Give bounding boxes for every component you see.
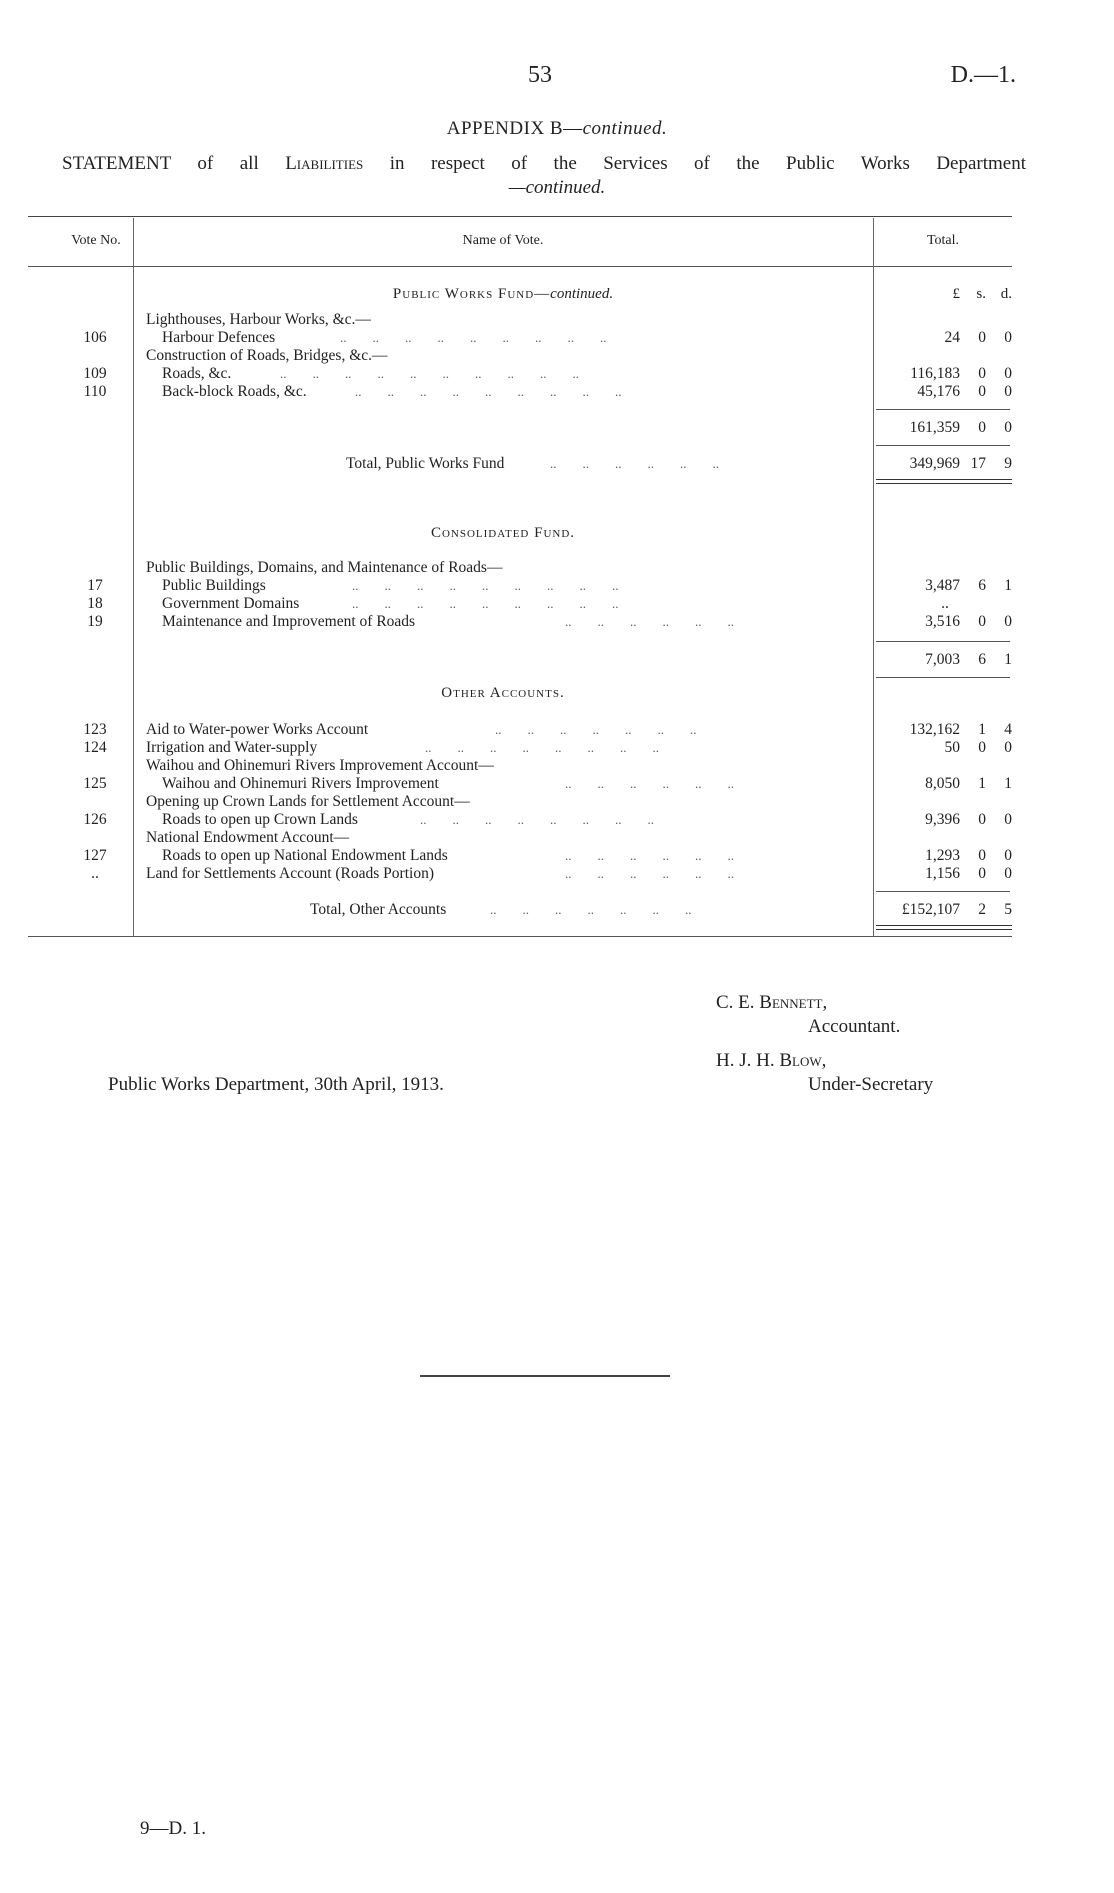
- section-title-consolidated: Consolidated Fund.: [430, 525, 576, 541]
- vote-name: Lighthouses, Harbour Works, &c.—: [146, 311, 371, 328]
- signatory-1-name-text: C. E. Bennett,: [716, 992, 828, 1013]
- amount-pounds: 8,050: [925, 775, 960, 792]
- table-row: [0, 739, 1114, 757]
- amount-shillings: 0: [978, 811, 986, 828]
- vote-name: Public Buildings: [162, 577, 266, 594]
- vote-number: 106: [83, 329, 107, 346]
- vote-number: 18: [87, 595, 103, 612]
- vote-number: 123: [83, 721, 107, 738]
- leader-dots: .. .. .. .. .. .. ..: [490, 902, 692, 917]
- amount-pence: 0: [1004, 383, 1012, 400]
- table-header-rule: [28, 266, 1012, 267]
- table-bottom-rule: [28, 936, 1012, 937]
- statement-part-a: STATEMENT of all: [62, 153, 286, 174]
- table-row: [0, 721, 1114, 739]
- subtotal-pounds: 7,003: [925, 651, 960, 668]
- table-row: [0, 365, 1114, 383]
- vote-name: Maintenance and Improvement of Roads: [162, 613, 416, 630]
- amount-shillings: 0: [978, 383, 986, 400]
- statement-part-c: in respect of the Services of the Public Works Department: [363, 153, 1027, 174]
- leader-dots: .. .. .. .. .. ..: [565, 848, 734, 863]
- amount-pence: 0: [1004, 739, 1012, 756]
- table-row: [0, 613, 1114, 631]
- table-row: [0, 559, 1114, 577]
- amount-shillings: 6: [978, 577, 986, 594]
- vote-name: Land for Settlements Account (Roads Portion): [146, 865, 434, 882]
- document-reference: D.—1.: [950, 62, 1016, 88]
- total-row: [0, 901, 1114, 919]
- amount-pence: 0: [1004, 365, 1012, 382]
- double-rule: [876, 925, 1012, 926]
- leader-dots: .. .. .. .. .. ..: [550, 456, 719, 471]
- amount-pounds: 1,293: [925, 847, 960, 864]
- statement-title: [62, 153, 1026, 175]
- signature-mark: 9—D. 1.: [140, 1818, 206, 1839]
- vote-name: Waihou and Ohinemuri Rivers Improvement Account—: [146, 757, 494, 774]
- vote-name: Roads to open up National Endowment Lands: [162, 847, 448, 864]
- vote-name: Opening up Crown Lands for Settlement Account—: [146, 793, 470, 810]
- amount-pence: 0: [1004, 847, 1012, 864]
- amount-pence: 1: [1004, 577, 1012, 594]
- pence-sign: d.: [1000, 286, 1012, 302]
- amount-pounds: 9,396: [925, 811, 960, 828]
- leader-dots: .. .. .. .. .. .. .. .. .. ..: [280, 366, 579, 381]
- leader-dots: .. .. .. .. .. .. .. ..: [425, 740, 659, 755]
- vote-number: 125: [83, 775, 107, 792]
- table-row: [0, 811, 1114, 829]
- table-row: [0, 829, 1114, 847]
- double-rule: [876, 479, 1012, 480]
- amount-shillings: 0: [978, 365, 986, 382]
- table-row: [0, 577, 1114, 595]
- amount-shillings: 0: [978, 329, 986, 346]
- amount-pence: 1: [1004, 775, 1012, 792]
- vote-name: Government Domains: [162, 595, 300, 612]
- subtotal-rule: [876, 409, 1010, 410]
- amount-shillings: 0: [978, 739, 986, 756]
- amount-pence: 0: [1004, 811, 1012, 828]
- subtotal-pence: 1: [1004, 651, 1012, 668]
- vote-number: ..: [91, 865, 99, 882]
- subtotal-rule: [876, 641, 1010, 642]
- vote-name: Back-block Roads, &c.: [162, 383, 307, 400]
- vote-name: National Endowment Account—: [146, 829, 350, 846]
- amount-pence: 0: [1004, 865, 1012, 882]
- leader-dots: .. .. .. .. .. .. .. .. ..: [352, 596, 619, 611]
- amount-pounds: 50: [944, 739, 960, 756]
- double-rule: [876, 929, 1012, 930]
- table-row: [0, 793, 1114, 811]
- leader-dots: .. .. .. .. .. ..: [565, 614, 734, 629]
- amount-shillings: 1: [978, 721, 986, 738]
- subtotal-pounds: 161,359: [909, 419, 960, 436]
- total-label: Total, Other Accounts: [310, 901, 447, 918]
- double-rule: [876, 483, 1012, 484]
- amount-pence: 0: [1004, 329, 1012, 346]
- amount-pounds: 3,487: [925, 577, 960, 594]
- table-row: [0, 757, 1114, 775]
- vote-name: Roads to open up Crown Lands: [162, 811, 358, 828]
- leader-dots: .. .. .. .. .. ..: [565, 776, 734, 791]
- total-shillings: 2: [978, 901, 986, 918]
- amount-pounds: 3,516: [925, 613, 960, 630]
- amount-shillings: 0: [978, 613, 986, 630]
- subtotal-rule: [876, 445, 1010, 446]
- signatory-2-title: Under-Secretary: [808, 1074, 934, 1095]
- vote-number: 126: [83, 811, 107, 828]
- section-title-continued: continued.: [550, 286, 614, 302]
- amount-pounds: 45,176: [917, 383, 960, 400]
- table-row: [0, 329, 1114, 347]
- table-row: [0, 595, 1114, 613]
- vote-name: Public Buildings, Domains, and Maintenance of Roads—: [146, 559, 503, 576]
- column-header-name: Name of Vote.: [462, 233, 544, 248]
- vote-name: Construction of Roads, Bridges, &c.—: [146, 347, 388, 364]
- subtotal-shillings: 0: [978, 419, 986, 436]
- amount-pounds: 24: [944, 329, 960, 346]
- vote-number: 19: [87, 613, 103, 630]
- subtotal-row: [0, 419, 1114, 437]
- leader-dots: .. .. .. .. .. .. .. ..: [420, 812, 654, 827]
- statement-continued: —continued.: [508, 177, 606, 198]
- amount-pence: 4: [1004, 721, 1012, 738]
- statement-liabilities: Liabilities: [285, 153, 364, 174]
- vote-number: 110: [83, 383, 107, 400]
- section-title-other-accounts: Other Accounts.: [441, 685, 565, 701]
- page-number: 53: [528, 62, 552, 88]
- table-row: [0, 383, 1114, 401]
- vote-number: 17: [87, 577, 103, 594]
- total-pence: 5: [1004, 901, 1012, 918]
- leader-dots: .. .. .. .. .. ..: [565, 866, 734, 881]
- total-row: [0, 455, 1114, 473]
- vote-number: 124: [83, 739, 107, 756]
- table-row: [0, 775, 1114, 793]
- leader-dots: .. .. .. .. .. .. .. .. ..: [355, 384, 622, 399]
- vote-name: Harbour Defences: [162, 329, 276, 346]
- amount-pence: 0: [1004, 613, 1012, 630]
- table-row: [0, 347, 1114, 365]
- vote-name: Irrigation and Water-supply: [146, 739, 318, 756]
- department-date: Public Works Department, 30th April, 1913.: [108, 1074, 444, 1095]
- total-pounds: 349,969: [909, 455, 960, 472]
- total-shillings: 17: [970, 455, 986, 472]
- column-header-vote: Vote No.: [71, 233, 121, 248]
- vote-name: Aid to Water-power Works Account: [146, 721, 369, 738]
- section-title-public-works: [134, 286, 872, 303]
- vote-name: Waihou and Ohinemuri Rivers Improvement: [162, 775, 439, 792]
- total-label: Total, Public Works Fund: [346, 455, 505, 472]
- amount-pounds: 132,162: [909, 721, 960, 738]
- vote-name: Roads, &c.: [162, 365, 232, 382]
- amount-pounds: ..: [941, 595, 949, 612]
- signatory-1-title: Accountant.: [808, 1016, 901, 1037]
- table-row: [0, 865, 1114, 883]
- subtotal-row: [0, 651, 1114, 669]
- subtotal-shillings: 6: [978, 651, 986, 668]
- section-title-text: Public Works Fund—: [392, 286, 551, 302]
- table-row: [0, 311, 1114, 329]
- pound-sign: £: [952, 286, 960, 302]
- table-row: [0, 847, 1114, 865]
- shilling-sign: s.: [976, 286, 986, 302]
- vote-number: 127: [83, 847, 107, 864]
- amount-shillings: 0: [978, 847, 986, 864]
- appendix-continued: continued.: [582, 118, 668, 139]
- column-header-total: Total.: [926, 233, 960, 248]
- subtotal-rule: [876, 891, 1010, 892]
- vote-number: 109: [83, 365, 107, 382]
- closing-rule: [420, 1375, 670, 1377]
- signatory-2-name: [716, 1050, 826, 1072]
- total-pounds: £152,107: [901, 901, 960, 918]
- subtotal-pence: 0: [1004, 419, 1012, 436]
- appendix-main: APPENDIX B—: [446, 118, 583, 139]
- signatory-1-name: [716, 992, 827, 1014]
- subtotal-rule: [876, 677, 1010, 678]
- amount-shillings: 1: [978, 775, 986, 792]
- leader-dots: .. .. .. .. .. .. .. .. ..: [340, 330, 607, 345]
- table-top-rule: [28, 216, 1012, 217]
- amount-pounds: 116,183: [910, 365, 960, 382]
- amount-pounds: 1,156: [925, 865, 960, 882]
- leader-dots: .. .. .. .. .. .. .. .. ..: [352, 578, 619, 593]
- leader-dots: .. .. .. .. .. .. ..: [495, 722, 697, 737]
- amount-shillings: 0: [978, 865, 986, 882]
- appendix-heading: [0, 118, 1114, 140]
- total-pence: 9: [1004, 455, 1012, 472]
- signatory-2-name-text: H. J. H. Blow,: [716, 1050, 827, 1071]
